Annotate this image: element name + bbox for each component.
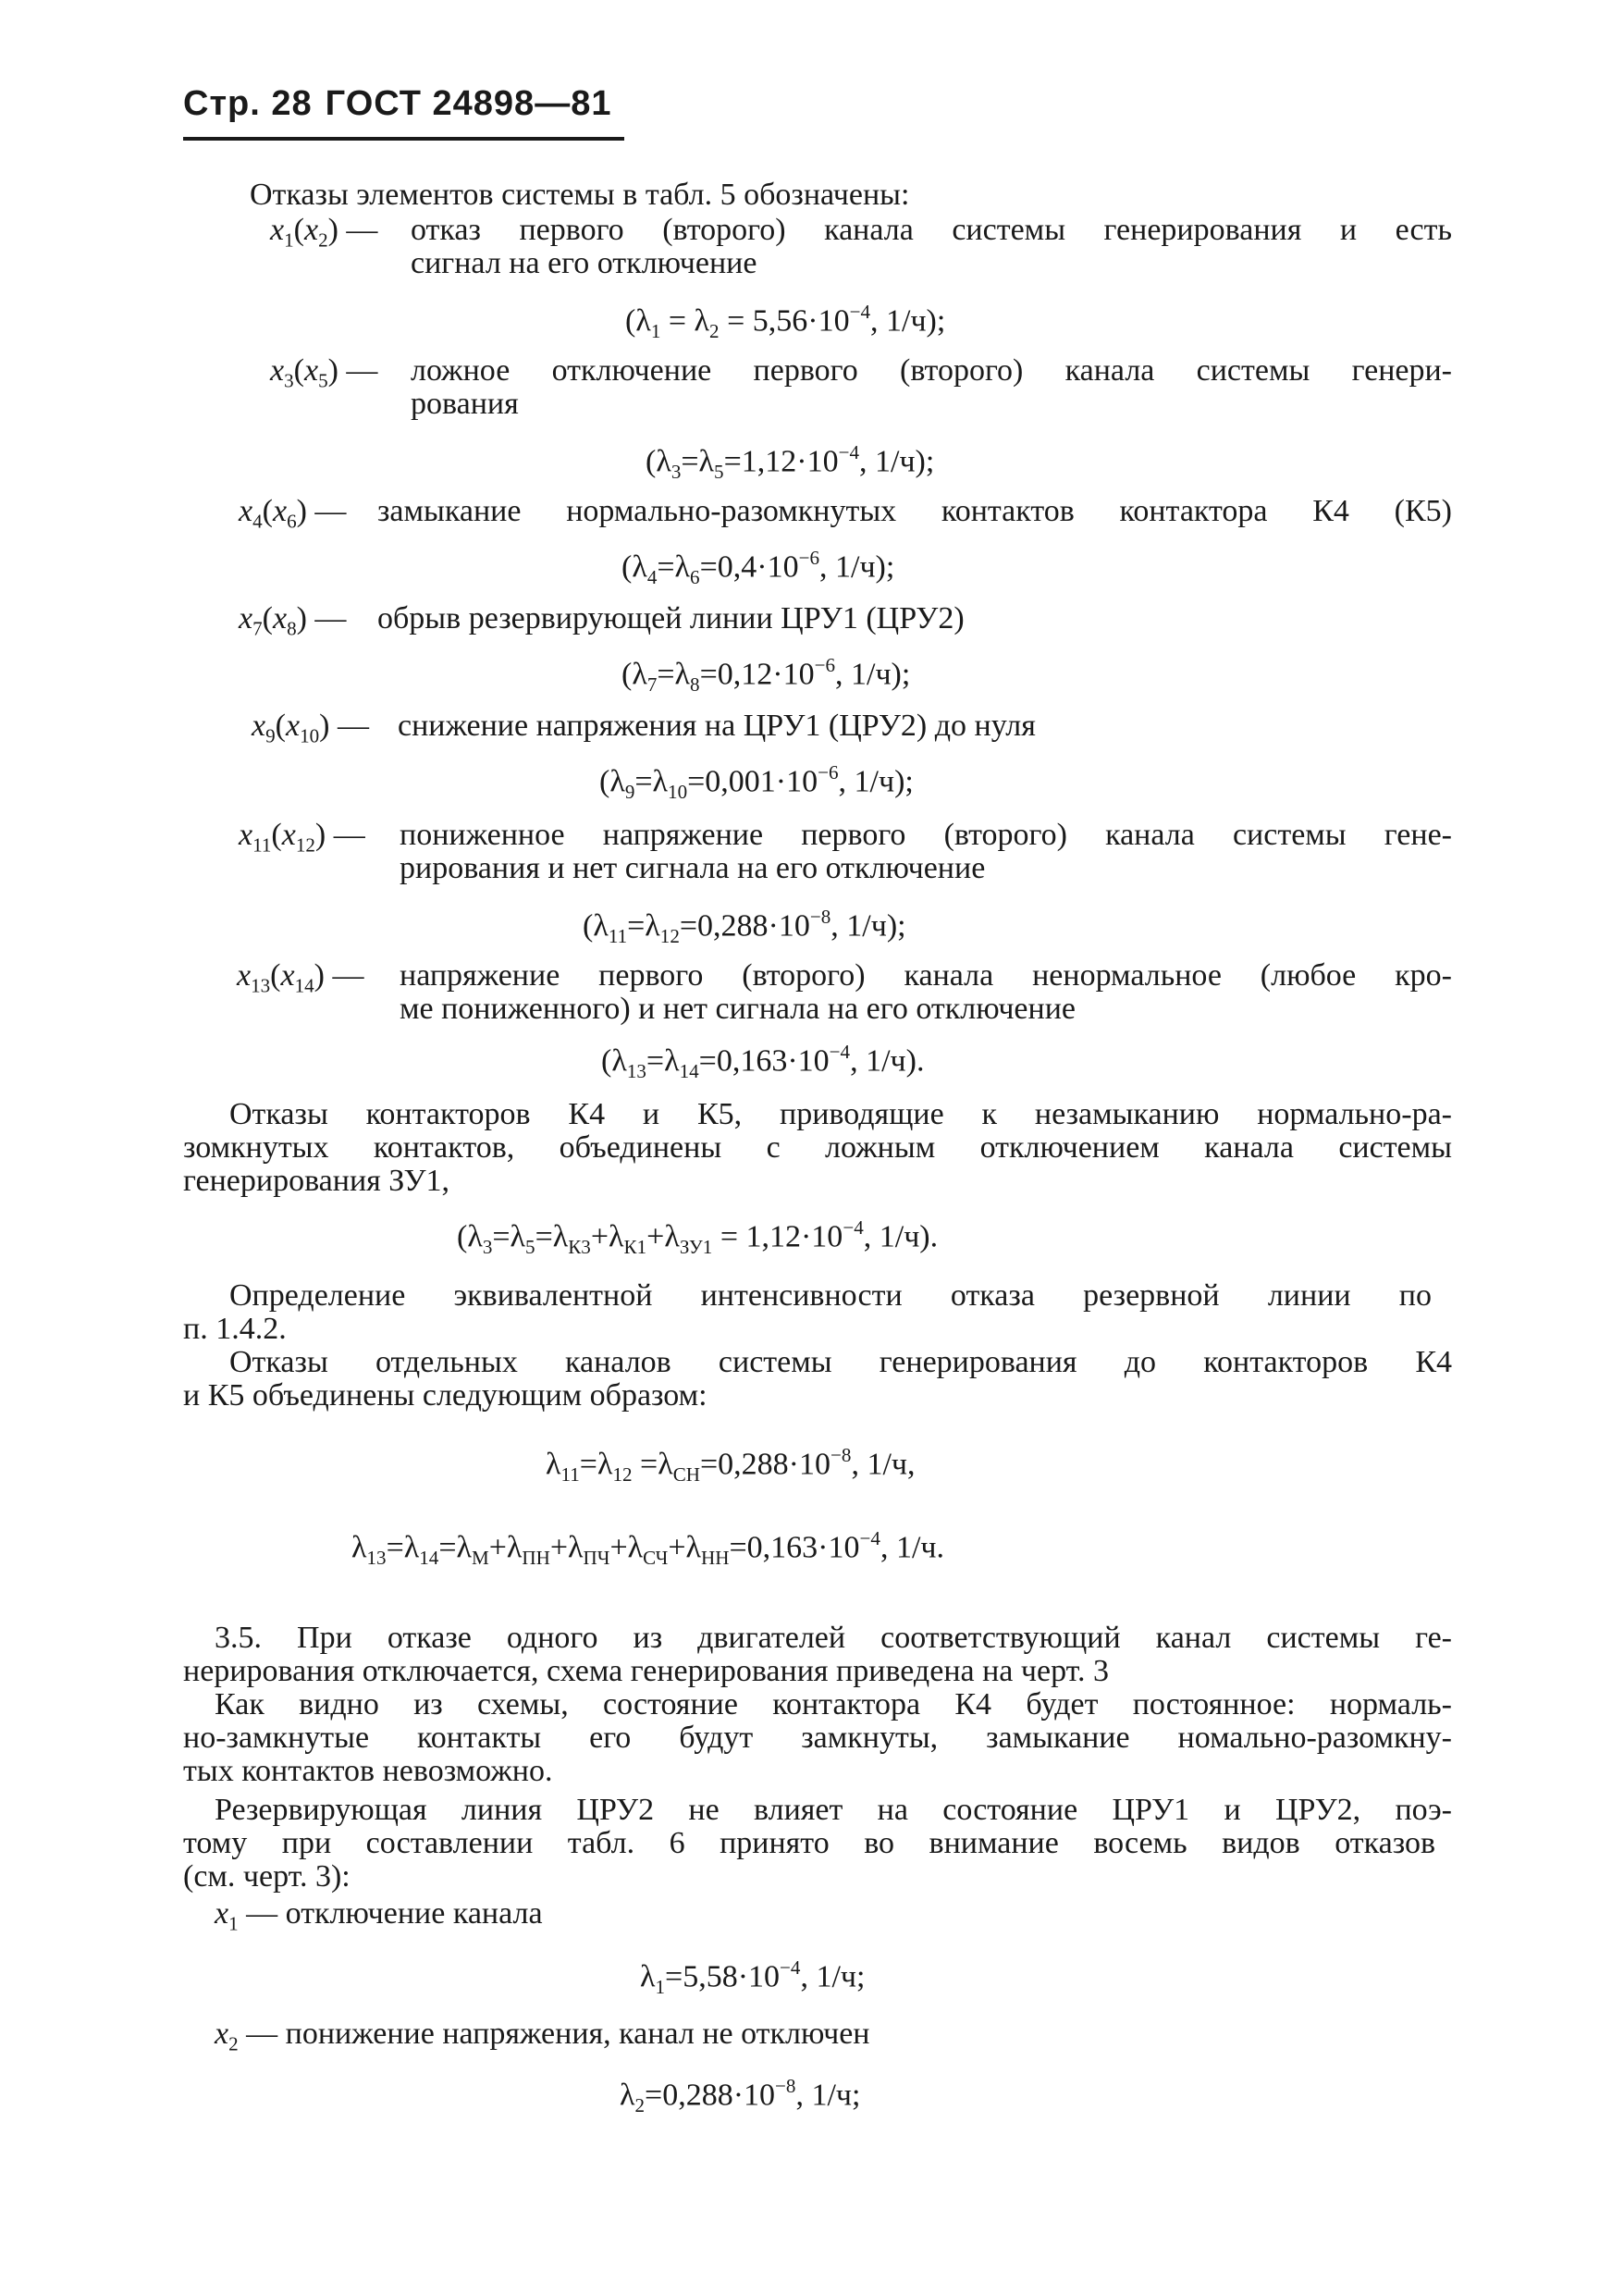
page-header: [183, 85, 624, 141]
equation: $\lambda_{11}=\lambda_{12} =\lambda_{СН}=0,288\cdot 10^{-8}$, 1/ч,: [546, 1444, 916, 1487]
failure-desc-line: замыкание нормально-разомкнутых контактов контактора К4 (К5): [377, 494, 1452, 528]
page-number: Стр. 28: [183, 84, 313, 123]
paragraph-line: Отказы отдельных каналов системы генерирования до контакторов К4: [229, 1345, 1452, 1379]
paragraph-line: генерирования ЗУ1,: [183, 1164, 450, 1198]
failure-symbol: $x_1(x_2)$ —: [270, 213, 378, 252]
failure-rate: ($\lambda_3=\lambda_5=1,12\cdot 10^{-4}$, 1/ч);: [646, 441, 935, 484]
paragraph-line: но-замкнутые контакты его будут замкнуты, замыкание номально-разомкну-: [183, 1721, 1452, 1755]
failure-desc-line: напряжение первого (второго) канала ненормальное (любое кро-: [400, 958, 1452, 993]
failure-rate: ($\lambda_9=\lambda_{10}=0,001\cdot 10^{-6}$, 1/ч);: [599, 761, 914, 804]
item-line: $x_2$ — понижение напряжения, канал не отключен: [215, 2017, 870, 2055]
failure-desc-line: ложное отключение первого (второго) канала системы генери-: [411, 353, 1452, 388]
failure-desc-line: сигнал на его отключение: [411, 246, 757, 280]
failure-desc-line: отказ первого (второго) канала системы генерирования и есть: [411, 213, 1452, 247]
paragraph-line: Отказы контакторов К4 и К5, приводящие к незамыканию нормально-ра-: [229, 1097, 1452, 1131]
item-rate: $\lambda_2=0,288\cdot 10^{-8}$, 1/ч;: [620, 2075, 861, 2117]
section-heading-line: 3.5. При отказе одного из двигателей соответствующий канал системы ге-: [215, 1621, 1452, 1655]
failure-rate: ($\lambda_7=\lambda_8=0,12\cdot 10^{-6}$, 1/ч);: [621, 654, 911, 697]
paragraph-line: нерирования отключается, схема генерирования приведена на черт. 3: [183, 1654, 1109, 1688]
equation: $\lambda_{13}=\lambda_{14}=\lambda_М+\lambda_{ПН}+\lambda_{ПЧ}+\lambda_{СЧ}+\lambda_{НН}=0,163\cdot 10^{-4}$, 1/ч.: [351, 1527, 944, 1570]
item-rate: $\lambda_1=5,58\cdot 10^{-4}$, 1/ч;: [640, 1956, 866, 1999]
failure-symbol: $x_{13}(x_{14})$ —: [237, 958, 364, 997]
paragraph-line: п. 1.4.2.: [183, 1312, 287, 1346]
failure-desc-line: обрыв резервирующей линии ЦРУ1 (ЦРУ2): [377, 601, 965, 635]
failure-rate: ($\lambda_1 = \lambda_2 = 5,56\cdot 10^{-4}$, 1/ч);: [625, 301, 946, 343]
paragraph-line: Как видно из схемы, состояние контактора К4 будет постоянное: нормаль-: [215, 1687, 1452, 1721]
paragraph-line: тому при составлении табл. 6 принято во внимание восемь видов отказов: [183, 1826, 1435, 1860]
failure-desc-line: снижение напряжения на ЦРУ1 (ЦРУ2) до нуля: [398, 709, 1036, 743]
paragraph-line: (см. черт. 3):: [183, 1859, 351, 1894]
failure-symbol: $x_9(x_{10})$ —: [252, 709, 369, 747]
equation: ($\lambda_3=\lambda_5=\lambda_{К3}+\lambda_{К1}+\lambda_{ЗУ1} = 1,12\cdot 10^{-4}$, 1/ч).: [457, 1216, 939, 1259]
standard-number: ГОСТ 24898—81: [325, 84, 612, 123]
paragraph-line: тых контактов невозможно.: [183, 1754, 553, 1788]
failure-desc-line: рования: [411, 387, 519, 421]
paragraph-line: Определение эквивалентной интенсивности отказа резервной линии по: [229, 1278, 1432, 1313]
failure-symbol: $x_{11}(x_{12})$ —: [239, 818, 365, 857]
failure-rate: ($\lambda_4=\lambda_6=0,4\cdot 10^{-6}$, 1/ч);: [621, 547, 895, 589]
failure-rate: ($\lambda_{13}=\lambda_{14}=0,163\cdot 10^{-4}$, 1/ч).: [601, 1041, 925, 1083]
failure-rate: ($\lambda_{11}=\lambda_{12}=0,288\cdot 10^{-8}$, 1/ч);: [583, 906, 906, 948]
item-desc: понижение напряжения, канал не отключен: [285, 2017, 870, 2051]
item-line: $x_1$ — отключение канала: [215, 1896, 543, 1935]
failure-symbol: $x_7(x_8)$ —: [239, 601, 347, 640]
paragraph-line: Резервирующая линия ЦРУ2 не влияет на состояние ЦРУ1 и ЦРУ2, поэ-: [215, 1793, 1452, 1827]
intro-text: Отказы элементов системы в табл. 5 обозначены:: [250, 178, 910, 212]
paragraph-line: зомкнутых контактов, объединены с ложным отключением канала системы: [183, 1130, 1452, 1165]
failure-desc-line: ме пониженного) и нет сигнала на его отключение: [400, 992, 1076, 1026]
failure-symbol: $x_4(x_6)$ —: [239, 494, 347, 533]
item-desc: отключение канала: [285, 1896, 543, 1931]
failure-desc-line: пониженное напряжение первого (второго) канала системы гене-: [400, 818, 1452, 852]
failure-desc-line: рирования и нет сигнала на его отключение: [400, 851, 986, 885]
paragraph-line: и К5 объединены следующим образом:: [183, 1378, 707, 1413]
failure-symbol: $x_3(x_5)$ —: [270, 353, 378, 392]
